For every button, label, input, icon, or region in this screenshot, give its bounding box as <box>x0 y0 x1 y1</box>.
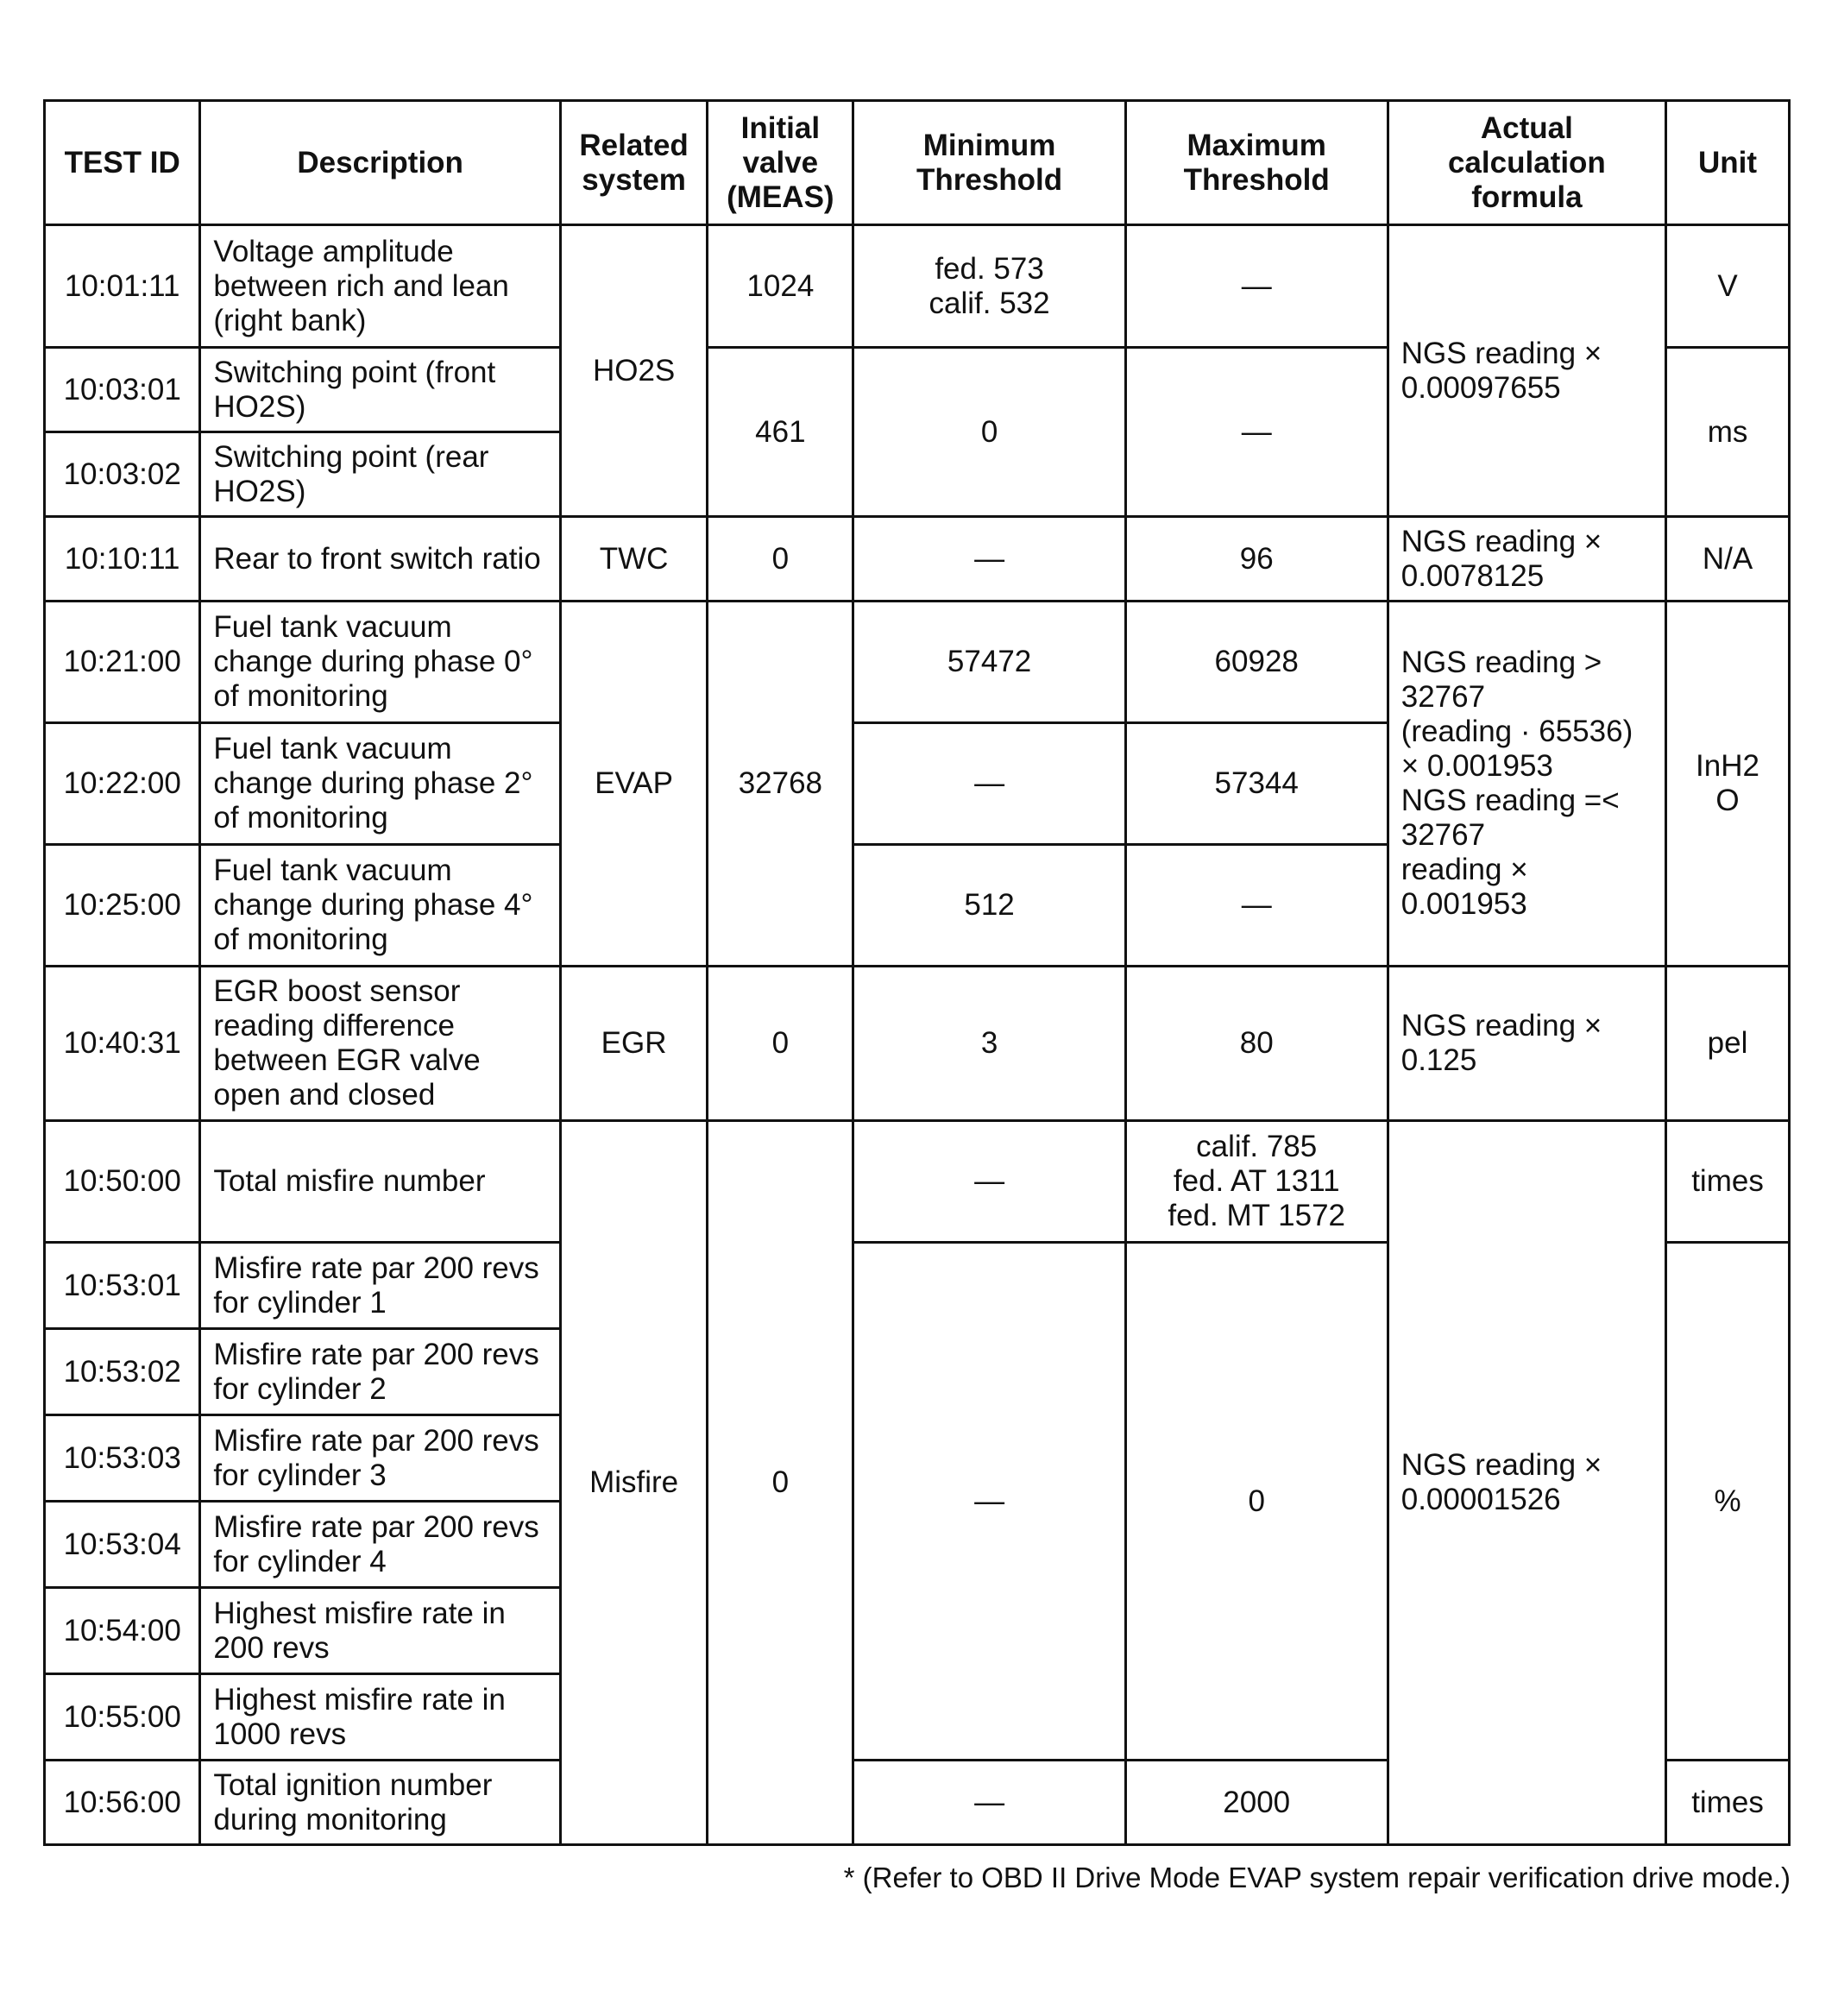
min-threshold-cell: — <box>853 1761 1125 1845</box>
description-cell: Highest misfire rate in 200 revs <box>200 1588 561 1674</box>
test-id-cell: 10:10:11 <box>45 517 200 602</box>
header-unit: Unit <box>1666 101 1790 225</box>
table-row <box>45 225 1790 348</box>
test-id-cell: 10:56:00 <box>45 1761 200 1845</box>
max-threshold-cell: — <box>1125 845 1388 967</box>
test-id-cell: 10:53:02 <box>45 1329 200 1415</box>
formula-cell-twc: NGS reading × 0.0078125 <box>1388 517 1665 602</box>
unit-cell: times <box>1666 1121 1790 1243</box>
max-threshold-cell: 60928 <box>1125 602 1388 723</box>
formula-cell-egr: NGS reading × 0.125 <box>1388 967 1665 1121</box>
description-cell: Total misfire number <box>200 1121 561 1243</box>
description-cell: Misfire rate par 200 revs for cylinder 1 <box>200 1243 561 1329</box>
table-row <box>45 1121 1790 1243</box>
monitor-test-table <box>43 99 1791 1846</box>
initial-value-cell: 0 <box>708 1121 853 1845</box>
unit-cell: V <box>1666 225 1790 348</box>
formula-cell-evap: NGS reading > 32767 (reading · 65536) × 0.001953 NGS reading =< 32767 reading × 0.001953 <box>1388 602 1665 967</box>
table-row <box>45 967 1790 1121</box>
description-cell: Switching point (front HO2S) <box>200 348 561 432</box>
description-cell: Voltage amplitude between rich and lean (right bank) <box>200 225 561 348</box>
description-cell: Misfire rate par 200 revs for cylinder 4 <box>200 1502 561 1588</box>
table-row <box>45 602 1790 723</box>
test-id-cell: 10:40:31 <box>45 967 200 1121</box>
description-cell: Misfire rate par 200 revs for cylinder 2 <box>200 1329 561 1415</box>
max-threshold-cell: 0 <box>1125 1243 1388 1761</box>
test-id-cell: 10:21:00 <box>45 602 200 723</box>
test-id-cell: 10:22:00 <box>45 723 200 845</box>
initial-value-cell: 461 <box>708 348 853 517</box>
header-test-id: TEST ID <box>45 101 200 225</box>
max-threshold-cell: 80 <box>1125 967 1388 1121</box>
header-initial-value: Initial valve (MEAS) <box>708 101 853 225</box>
description-cell: Fuel tank vacuum change during phase 2° of monitoring <box>200 723 561 845</box>
initial-value-cell: 0 <box>708 967 853 1121</box>
test-id-cell: 10:55:00 <box>45 1674 200 1761</box>
header-formula: Actual calculation formula <box>1388 101 1665 225</box>
max-threshold-cell: — <box>1125 348 1388 517</box>
unit-cell: ms <box>1666 348 1790 517</box>
test-id-cell: 10:03:01 <box>45 348 200 432</box>
header-description: Description <box>200 101 561 225</box>
max-threshold-cell: — <box>1125 225 1388 348</box>
max-threshold-cell: 96 <box>1125 517 1388 602</box>
header-row <box>45 101 1790 225</box>
unit-cell: InH2 O <box>1666 602 1790 967</box>
description-cell: Misfire rate par 200 revs for cylinder 3 <box>200 1415 561 1502</box>
test-id-cell: 10:53:03 <box>45 1415 200 1502</box>
description-cell: EGR boost sensor reading difference between EGR valve open and closed <box>200 967 561 1121</box>
test-id-cell: 10:01:11 <box>45 225 200 348</box>
table-row <box>45 517 1790 602</box>
max-threshold-cell: 57344 <box>1125 723 1388 845</box>
header-related-system: Related system <box>560 101 707 225</box>
initial-value-cell: 0 <box>708 517 853 602</box>
header-max-threshold: Maximum Threshold <box>1125 101 1388 225</box>
unit-cell: % <box>1666 1243 1790 1761</box>
max-threshold-cell: 2000 <box>1125 1761 1388 1845</box>
test-id-cell: 10:25:00 <box>45 845 200 967</box>
system-cell-ho2s: HO2S <box>560 225 707 517</box>
min-threshold-cell: — <box>853 1243 1125 1761</box>
system-cell-twc: TWC <box>560 517 707 602</box>
min-threshold-cell: 512 <box>853 845 1125 967</box>
description-cell: Rear to front switch ratio <box>200 517 561 602</box>
unit-cell: pel <box>1666 967 1790 1121</box>
description-cell: Highest misfire rate in 1000 revs <box>200 1674 561 1761</box>
description-cell: Fuel tank vacuum change during phase 4° of monitoring <box>200 845 561 967</box>
unit-cell: times <box>1666 1761 1790 1845</box>
max-threshold-cell: calif. 785 fed. AT 1311 fed. MT 1572 <box>1125 1121 1388 1243</box>
unit-cell: N/A <box>1666 517 1790 602</box>
test-id-cell: 10:54:00 <box>45 1588 200 1674</box>
min-threshold-cell: 57472 <box>853 602 1125 723</box>
min-threshold-cell: — <box>853 517 1125 602</box>
initial-value-cell: 1024 <box>708 225 853 348</box>
formula-cell-misfire: NGS reading × 0.00001526 <box>1388 1121 1665 1845</box>
test-id-cell: 10:03:02 <box>45 432 200 517</box>
description-cell: Fuel tank vacuum change during phase 0° of monitoring <box>200 602 561 723</box>
min-threshold-cell: 3 <box>853 967 1125 1121</box>
system-cell-evap: EVAP <box>560 602 707 967</box>
system-cell-egr: EGR <box>560 967 707 1121</box>
system-cell-misfire: Misfire <box>560 1121 707 1845</box>
test-id-cell: 10:53:01 <box>45 1243 200 1329</box>
description-cell: Total ignition number during monitoring <box>200 1761 561 1845</box>
footnote: * (Refer to OBD II Drive Mode EVAP system repair verification drive mode.) <box>843 1862 1791 1893</box>
test-id-cell: 10:50:00 <box>45 1121 200 1243</box>
min-threshold-cell: fed. 573 calif. 532 <box>853 225 1125 348</box>
header-min-threshold: Minimum Threshold <box>853 101 1125 225</box>
min-threshold-cell: — <box>853 723 1125 845</box>
description-cell: Switching point (rear HO2S) <box>200 432 561 517</box>
formula-cell-ho2s: NGS reading × 0.00097655 <box>1388 225 1665 517</box>
min-threshold-cell: 0 <box>853 348 1125 517</box>
initial-value-cell: 32768 <box>708 602 853 967</box>
monitor-test-table-sheet <box>43 99 1795 1846</box>
min-threshold-cell: — <box>853 1121 1125 1243</box>
test-id-cell: 10:53:04 <box>45 1502 200 1588</box>
